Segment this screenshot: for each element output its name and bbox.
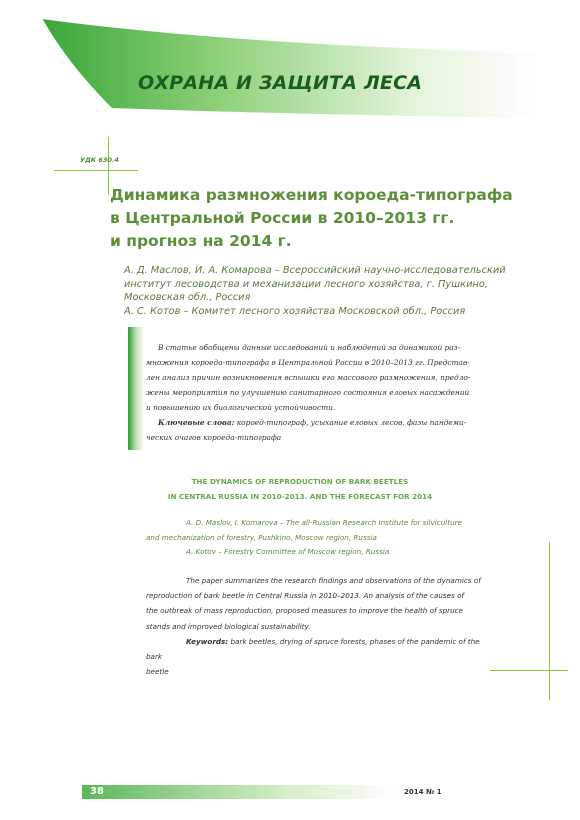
article-title-line: Динамика размножения короеда-типографа [110,186,513,204]
keywords-line: ческих очагов короеда-типографа [146,433,282,442]
authors-en-line: and mechanization of forestry, Pushkino, Moscow region, Russia [146,532,377,542]
article-title-en [150,474,450,504]
article-title-en-line: IN CENTRAL RUSSIA IN 2010-2013. AND THE FORECAST FOR 2014 [167,492,433,501]
abstract-line: и повышению их биологической устойчивости. [146,403,336,412]
keywords-label: Ключевые слова: [158,418,235,427]
decor-vertical-line-left [108,137,109,195]
footer-bar [82,785,538,799]
authors-line: Московская обл., Россия [124,292,251,304]
issue-label: 2014 № 1 [404,788,442,796]
article-title-en-line: THE DYNAMICS OF REPRODUCTION OF BARK BEETLES [191,477,409,486]
authors-en-line: A. D. Maslov, I. Komarova – The all-Russian Research Institute for silviculture [186,518,463,527]
authors-en-line: A. Kotov – Forestry Committee of Moscow region, Russia [186,547,390,557]
abstract-line: жены мероприятия по улучшению санитарного состояния еловых насаждений [146,388,470,397]
authors-line: А. С. Котов – Комитет лесного хозяйства Московской обл., Россия [124,305,466,317]
article-title-line: и прогноз на 2014 г. [110,232,292,250]
keywords-en-text: bark beetles, drying of spruce forests, phases of the pandemic of the bark [146,636,480,662]
abstract-en-line: The paper summarizes the research findings and observations of the dynamics of [186,576,481,585]
abstract-accent-bar [128,327,144,450]
decor-horizontal-line-left [54,170,138,171]
abstract-en-line: the outbreak of mass reproduction, proposed measures to improve the health of spruce [146,606,464,616]
keywords-en [146,634,482,664]
abstract-en [146,573,482,679]
abstract-line: лен анализ причин возникновения вспышки его массового размножения, предло- [146,373,471,382]
authors-line: институт лесоводства и механизации лесного хозяйства, г. Пушкино, [124,278,488,290]
article-title [110,184,540,253]
authors-ru [124,264,544,318]
abstract-en-line: reproduction of bark beetle in Central Russia in 2010–2013. An analysis of the causes of [146,591,464,601]
keywords-en-line: beetle [146,667,169,677]
keywords-en-label: Keywords: [186,636,229,646]
section-title: ОХРАНА И ЗАЩИТА ЛЕСА [138,72,423,94]
decor-horizontal-line-right [490,670,568,671]
page-number: 38 [90,786,104,797]
decor-vertical-line-right [549,542,550,700]
abstract-line: В статье обобщены данные исследований и наблюдений за динамикой раз- [158,343,461,352]
header-banner [0,0,580,140]
keywords-ru [146,415,482,430]
article-title-line: в Центральной России в 2010–2013 гг. [110,209,455,227]
authors-en [146,516,526,560]
abstract-en-line: stands and improved biological sustainability. [146,621,311,631]
abstract-line: множения короеда-типографа в Центральной России в 2010–2013 гг. Представ- [146,358,470,367]
abstract-ru [146,340,482,445]
keywords-text: короед-типограф, усыхание еловых лесов, фазы пандеми- [234,418,467,427]
udc-code: УДК 630.4 [80,156,119,164]
authors-line: А. Д. Маслов, И. А. Комарова – Всероссийский научно-исследовательский [124,265,506,276]
